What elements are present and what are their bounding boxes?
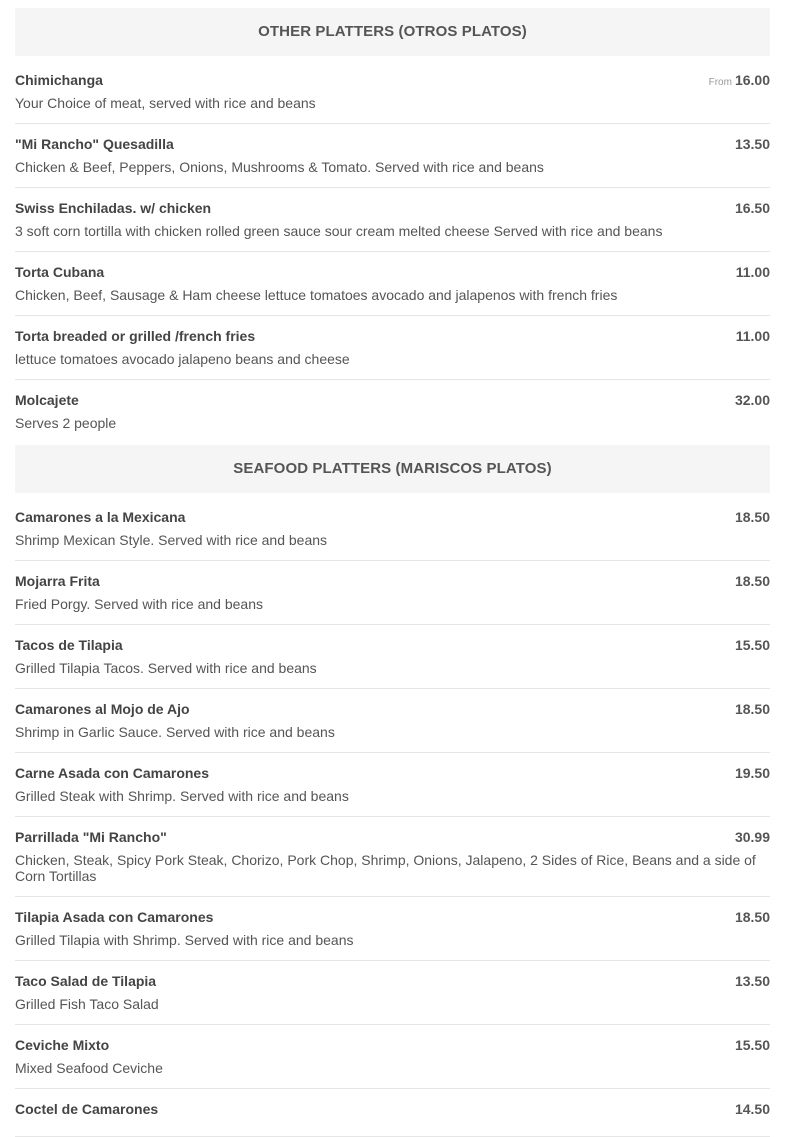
menu-item-tilapia-asada[interactable] <box>15 909 770 961</box>
section-other-platters <box>15 8 770 435</box>
item-price: 13.50 <box>734 973 770 989</box>
menu-item-mojarra-frita[interactable] <box>15 573 770 625</box>
section-items <box>15 493 770 1137</box>
item-price: 30.99 <box>734 829 770 845</box>
item-price: 14.50 <box>734 1101 770 1117</box>
item-price: 32.00 <box>734 392 770 408</box>
item-price: 16.00 <box>734 72 770 88</box>
item-description: Chicken, Steak, Spicy Pork Steak, Chorizo, Pork Chop, Shrimp, Onions, Jalapeno, 2 Sides of Rice, Beans and a side of Corn Tortillas <box>15 852 756 884</box>
item-name: Parrillada "Mi Rancho" <box>15 829 167 845</box>
menu-item-camarones-ajo[interactable] <box>15 701 770 753</box>
section-title: SEAFOOD PLATTERS (MARISCOS PLATOS) <box>15 445 770 493</box>
item-description: Mixed Seafood Ceviche <box>15 1060 163 1076</box>
item-name: Swiss Enchiladas. w/ chicken <box>15 200 212 216</box>
section-seafood-platters <box>15 445 770 1137</box>
menu-item-swiss-enchiladas[interactable] <box>15 200 770 252</box>
item-name: "Mi Rancho" Quesadilla <box>15 136 174 152</box>
item-price: 18.50 <box>734 509 770 525</box>
item-name: Molcajete <box>15 392 79 408</box>
item-name: Tilapia Asada con Camarones <box>15 909 214 925</box>
item-price: 11.00 <box>735 264 770 280</box>
item-description: Shrimp Mexican Style. Served with rice and beans <box>15 532 328 548</box>
item-description: Chicken, Beef, Sausage & Ham cheese lettuce tomatoes avocado and jalapenos with french fries <box>15 287 618 303</box>
menu-item-coctel-camarones[interactable] <box>15 1101 770 1137</box>
menu-item-torta-breaded[interactable] <box>15 328 770 380</box>
item-description: Your Choice of meat, served with rice and beans <box>15 95 316 111</box>
item-name: Tacos de Tilapia <box>15 637 123 653</box>
item-description: lettuce tomatoes avocado jalapeno beans and cheese <box>15 351 350 367</box>
item-name: Mojarra Frita <box>15 573 100 589</box>
item-name: Torta breaded or grilled /french fries <box>15 328 256 344</box>
item-description: Chicken & Beef, Peppers, Onions, Mushrooms & Tomato. Served with rice and beans <box>15 159 544 175</box>
menu-item-chimichanga[interactable] <box>15 72 770 124</box>
item-name: Camarones a la Mexicana <box>15 509 186 525</box>
menu-item-quesadilla[interactable] <box>15 136 770 188</box>
item-description: Grilled Tilapia with Shrimp. Served with rice and beans <box>15 932 354 948</box>
item-description: Grilled Steak with Shrimp. Served with rice and beans <box>15 788 349 804</box>
item-description: Serves 2 people <box>15 415 117 431</box>
item-description: 3 soft corn tortilla with chicken rolled green sauce sour cream melted cheese Served with rice and beans <box>15 223 663 239</box>
menu-item-carne-asada-camarones[interactable] <box>15 765 770 817</box>
item-price: 18.50 <box>734 909 770 925</box>
item-price: 15.50 <box>734 637 770 653</box>
item-price: 13.50 <box>734 136 770 152</box>
item-description: Grilled Fish Taco Salad <box>15 996 159 1012</box>
item-price: 19.50 <box>734 765 770 781</box>
item-price: 16.50 <box>734 200 770 216</box>
menu-item-taco-salad-tilapia[interactable] <box>15 973 770 1025</box>
item-name: Camarones al Mojo de Ajo <box>15 701 190 717</box>
section-items <box>15 56 770 435</box>
item-price: 11.00 <box>735 328 770 344</box>
menu-list <box>15 0 770 1137</box>
menu-item-tacos-tilapia[interactable] <box>15 637 770 689</box>
menu-item-molcajete[interactable] <box>15 392 770 435</box>
item-name: Taco Salad de Tilapia <box>15 973 157 989</box>
menu-item-camarones-mexicana[interactable] <box>15 509 770 561</box>
section-title: OTHER PLATTERS (OTROS PLATOS) <box>15 8 770 56</box>
item-name: Ceviche Mixto <box>15 1037 110 1053</box>
item-price: 15.50 <box>734 1037 770 1053</box>
item-name: Coctel de Camarones <box>15 1101 159 1117</box>
item-name: Chimichanga <box>15 72 103 88</box>
menu-item-ceviche-mixto[interactable] <box>15 1037 770 1089</box>
item-name: Carne Asada con Camarones <box>15 765 209 781</box>
item-description: Grilled Tilapia Tacos. Served with rice and beans <box>15 660 317 676</box>
menu-item-torta-cubana[interactable] <box>15 264 770 316</box>
item-description: Fried Porgy. Served with rice and beans <box>15 596 263 612</box>
price-prefix: From <box>708 77 732 88</box>
item-description: Shrimp in Garlic Sauce. Served with rice and beans <box>15 724 335 740</box>
item-price: 18.50 <box>734 701 770 717</box>
item-name: Torta Cubana <box>15 264 105 280</box>
item-price: 18.50 <box>734 573 770 589</box>
menu-item-parrillada[interactable] <box>15 829 770 897</box>
